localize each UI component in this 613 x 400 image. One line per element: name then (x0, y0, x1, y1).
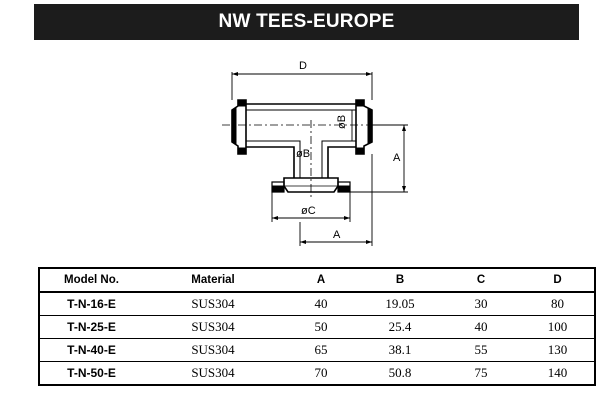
cell-c: 55 (441, 339, 521, 362)
cell-b: 25.4 (359, 316, 441, 339)
dimension-b-main-label: øB (336, 114, 349, 130)
cell-material: SUS304 (143, 339, 283, 362)
cell-model: T-N-40-E (39, 339, 143, 362)
table-row (39, 316, 595, 339)
cell-d: 80 (521, 292, 595, 316)
dimension-a-right-label: A (393, 152, 401, 164)
page-title: NW TEES-EUROPE (218, 11, 395, 32)
dimension-b-branch-label: øB (296, 148, 311, 160)
cell-b: 19.05 (359, 292, 441, 316)
header-a: A (283, 268, 359, 292)
spec-table (38, 267, 596, 386)
cell-material: SUS304 (143, 316, 283, 339)
header-d: D (521, 268, 595, 292)
cell-c: 40 (441, 316, 521, 339)
cell-d: 100 (521, 316, 595, 339)
cell-model: T-N-25-E (39, 316, 143, 339)
table-row (39, 292, 595, 316)
header-b: B (359, 268, 441, 292)
cell-material: SUS304 (143, 362, 283, 386)
main-tube-bottom-right (328, 147, 356, 178)
cell-a: 70 (283, 362, 359, 386)
header-model: Model No. (39, 268, 143, 292)
cell-model: T-N-50-E (39, 362, 143, 386)
table-row (39, 339, 595, 362)
dimension-a-bottom-label: A (333, 229, 341, 241)
dimension-d-label: D (299, 60, 307, 72)
cell-a: 65 (283, 339, 359, 362)
table-row (39, 362, 595, 386)
cell-a: 40 (283, 292, 359, 316)
cell-d: 130 (521, 339, 595, 362)
header-material: Material (143, 268, 283, 292)
cell-c: 30 (441, 292, 521, 316)
header-c: C (441, 268, 521, 292)
cell-material: SUS304 (143, 292, 283, 316)
cell-b: 50.8 (359, 362, 441, 386)
cell-c: 75 (441, 362, 521, 386)
cell-model: T-N-16-E (39, 292, 143, 316)
main-tube-bottom-left (246, 147, 294, 178)
dimension-c-label: øC (301, 205, 316, 217)
cell-a: 50 (283, 316, 359, 339)
table-header-row (39, 268, 595, 292)
cell-d: 140 (521, 362, 595, 386)
cell-b: 38.1 (359, 339, 441, 362)
